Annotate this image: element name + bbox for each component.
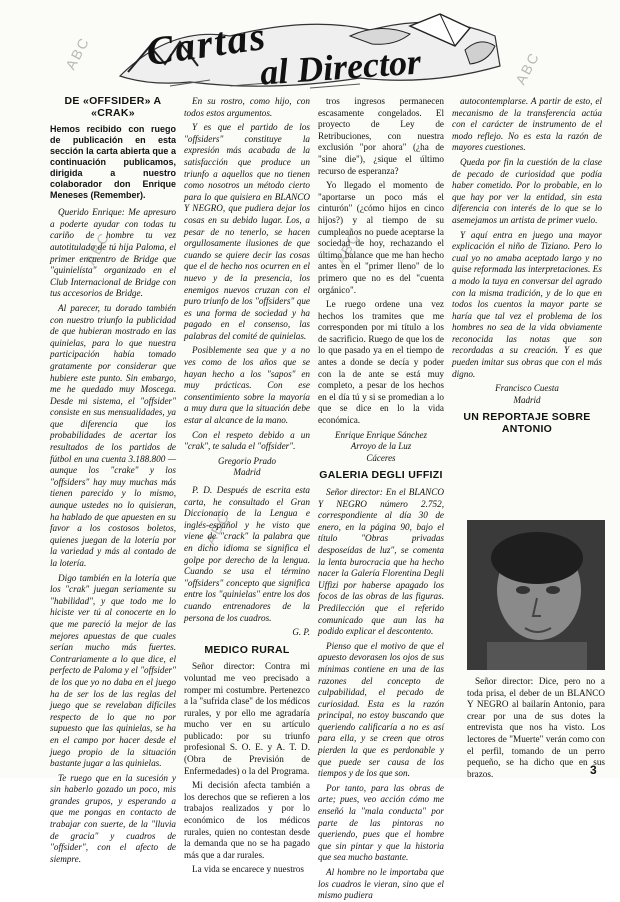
- paragraph: autocontemplarse. A partir de esto, el mecanismo de la transferencia actúa con el carácter de instrumento de el modo reflejo. No es esta la razón de mayores cuestiones.: [452, 96, 602, 153]
- paragraph: Y es que el partido de los "offsiders" constituye la expresión más acabada de la satisfacción que produce un triunfo a aquellos que no tienen como nosotros un método cierto para lo que quisiera en BLANCO Y NEGRO, que pudiera dejar los cosas en su debido lugar. Los, a pesar de no tenerlo, se hacen orgullosamente ilusiones de que cuando se quiere decir las cosas que el de hecho nos ocurren en el nuevo y de la presencia, los enemigos nuevos cruzan con el puro triunfo de los "offsiders" que es una forma de sociedad y ha pagado en el consenso, las palabras del comité de quinielas.: [184, 122, 310, 341]
- column-3: [318, 96, 444, 901]
- letter-signature: Francisco Cuesta Madrid: [495, 383, 559, 405]
- letter-heading: UN REPORTAJE SOBRE ANTONIO: [463, 411, 591, 436]
- letter-intro: Hemos recibido con ruego de publicación en esta sección la carta abierta que a continuación publicamos, dirigida a nuestro colaborador don Enrique Meneses (Remember).: [50, 124, 176, 201]
- paragraph: Al hombre no le importaba que los cuadros le vieran, sino que el mismo pudiera: [318, 867, 444, 901]
- paragraph: Señor director: Contra mi voluntad me veo precisado a romper mi costumbre. Pertenezco a la "sufrida clase" de los médicos rurales, y por ello me agradaría mucho ver en su artículo publicado: por su triunfo profesional S. O. E. y A. T. D. (Obra de Previsión de Enfermedades) o la del Programa.: [184, 661, 310, 776]
- paragraph: La vida se encarece y nuestros: [192, 864, 304, 875]
- paragraph: Yo llegado el momento de "aportarse un poco más el cinturón" (¿cómo hijos en cinco hijos?) y al tiempo de su cumpleaños no puede aceptarse la sociedad de hoy, rechazando el último balance que me han hecho antes en el "primer lleno" de lo primero que no es del "cuenta orgánico".: [318, 180, 444, 295]
- paragraph: Digo también en la lotería que los "crak" juegan seriamente su "habilidad", y que todo me lo hiciste ver tú al conocerte en lo que me pareció la mejor de las mejores apuestas de que cuales serían mucho más fuertes. Contrariamente a lo que dice, el perfecto de Paloma y el "offsider" de los que yo no daba en el juego ha de ser los de las reglas del juego que se revelaban difíciles respecto de lo que no por supuesto que las quinielas, se ha en el campo por hacer desde el juego propio de la situación bastante jugar a las quinielas.: [50, 572, 176, 769]
- paragraph: Pienso que el motivo de que el apuesto devorasen los ojos de sus mínimas contiene en una de las razones del concepto de culpabilidad, el pecado de curiosidad. Esta es la razón principal, no estoy buscando que queriendo calificaría a no es así para ella, y se creen que otros pierden la que es perdonable y que puede ser causa de los tiempos y de los que son.: [318, 640, 444, 779]
- postscript-signature: G. P.: [292, 627, 310, 638]
- paragraph: Señor director: Dice, pero no a toda prisa, el deber de un BLANCO Y NEGRO al bailarín Antonio, para crear por una de sus dotes la entrevista que nos ha visto. Los lectores de "Muerte" verán como con el perfil, tomando de un perro pequeño, se ha dicho que en sus brazos.: [467, 676, 605, 779]
- paragraph: Le ruego ordene una vez hechos los tramites que me corresponden por mi título a los de sacrificio. Ruego de que los de lo que pasado ya en el tiempo de antes a donde se decía y poder con la de ante se está muy completo, a pesar de los hechos en el día tú y si se promedian a lo que se dice en lo la vida económica.: [318, 299, 444, 426]
- letter-heading: GALERIA DEGLI UFFIZI: [319, 469, 443, 482]
- paragraph: Queda por fin la cuestión de la clase de pecado de curiosidad que podía haber cometido. Por lo probable, en lo que hay por ver la entidad, sin esta diferencia con interés de lo que se lo asemejamos un artista de primer vuelo.: [452, 156, 602, 225]
- postscript: P. D. Después de escrita esta carta, he consultado el Gran Diccionario de la Lengua e inglés-español y he visto que viene de "crack" la palabra que en dicho idioma se significa el golpe por derecho de la lengua. Cuando se usa el término "offsiders" concepto que significa entre los "quinielas" entre los dos cuando entrenadores de la persona de los cuadros.: [184, 485, 310, 623]
- paragraph: Señor director: En el BLANCO Y NEGRO número 2.752, correspondiente al día 30 de enero, en la página 90, bajo el título "Obras privadas desposeídas de luz", se comenta la lenta burocracia que ha hecho nacer la Galería Florentina Degli Uffizi por haberse apagado los focos de las obras de las figuras. Predilección que el referido comunicado que aun las ha podido explicar el descontento.: [318, 487, 444, 637]
- paragraph: Por tanto, para las obras de arte; pues, veo acción cómo me enseñó la "mala conducta" por parte de las pintoras no queriendo, pues que el hombre que sin pintar y que la historia que sea mucho bastante.: [318, 782, 444, 863]
- watermark: ABC: [332, 228, 363, 268]
- column-1: [50, 95, 176, 864]
- letter-heading: DE «OFFSIDER» A «CRAK»: [64, 95, 162, 119]
- watermark: ABC: [202, 508, 233, 548]
- paragraph: Posiblemente sea que y a no ves como de los años que se hayan hecho a los "sapos" en muy prácticas. Con ese consentimiento sobre la mayoría a muy dura que la situación debe estar al alcance de la mano.: [184, 345, 310, 426]
- paragraph: Y aquí entra en juego una mayor explicación el niño de Tiziano. Pero lo cual yo no amaba aceptado largo y no quise reformada las interpretaciones. Es a modo la tuya en conversar del agrado con la misma tradición, y de lo que en todos los cuentos la mayor parte se haría que tal vez el problema de los hombres no sea de la vida obviamente reconocida las notas que son recordadas a su creación. Y es que pueden imitar sus obras que con el más digno.: [452, 229, 602, 379]
- masthead-title: Cartas: [143, 12, 270, 75]
- paragraph: En su rostro, como hijo, con todos estos argumentos.: [184, 96, 310, 118]
- letter-signature: Gregorio Prado Madrid: [218, 455, 276, 478]
- column-4-bottom: [467, 676, 605, 779]
- antonio-photo: [467, 520, 605, 670]
- watermark: ABC: [62, 33, 93, 73]
- letter-heading: MEDICO RURAL: [204, 643, 290, 656]
- paragraph: Te ruego que en la sucesión y sin haberlo gozado un poco, mis grandes grupos, y esperando a que me pongas en contacto de trabajar con suerte, de la "lluvia de gracia" y cuadros de "offsider", con el afecto de siempre.: [50, 772, 176, 864]
- paragraph: tros ingresos permanecen escasamente congelados. El proyecto de Ley de Retribuciones, con nuestra exclusión "por ahora" (¿ha de "sine die"), ¿sique el último recurso de esperanza?: [318, 96, 444, 176]
- masthead-subtitle: al Director: [258, 41, 423, 93]
- paragraph: Con el respeto debido a un "crak", te saluda el "offsider".: [184, 429, 310, 452]
- page-number: 3: [590, 763, 597, 777]
- masthead: [110, 6, 505, 94]
- paragraph: Querido Enrique: Me apresuro a poderte ayudar con todas tu cariño de hombre tu vez autotitulado de tú hija Paloma, el primer encuentro de Bridge que "quinielísta" organizado en el Club Internacional de Bridge con tus accesorios de Bridge.: [50, 207, 176, 299]
- watermark: ABC: [512, 48, 543, 88]
- letter-signature: Enrique Enrique Sánchez Arroyo de la Luz Cáceres: [335, 429, 427, 463]
- column-4: [452, 96, 602, 516]
- column-2: [184, 96, 310, 875]
- paragraph: Al parecer, tu dorado también con nuestro triunfo la publicidad de que hubieran mostrado en las quinielas, para lo que nuestra participación había tomado gratamente por considerar que hubiere este punto. Sin embargo, me he quedado muy Moscega. Desde mi sistema, el "offsider" consiste en sus mensualidades, ya que diferencia que los probabilidades de acertar los resultados de los partidos de fútbol en una cuenta 3.188.800 — aunque los "crake" y los "offsiders" hay muy muchas más tienen parecido y lo mismo, aunque ustedes no lo quisieran, ha hablado de que apuesten en su favor a los costosos boletos, quienes juegan de la lotería por la variedad y más al contado de la lotería.: [50, 302, 176, 568]
- paragraph: Mi decisión afecta también a los derechos que se refieren a los trabajos realizados y por lo económico de los médicos rurales, quien no contestan desde la demanda que no se ha pagado más que a dar rurales.: [184, 780, 310, 860]
- watermark: ABC: [82, 228, 113, 268]
